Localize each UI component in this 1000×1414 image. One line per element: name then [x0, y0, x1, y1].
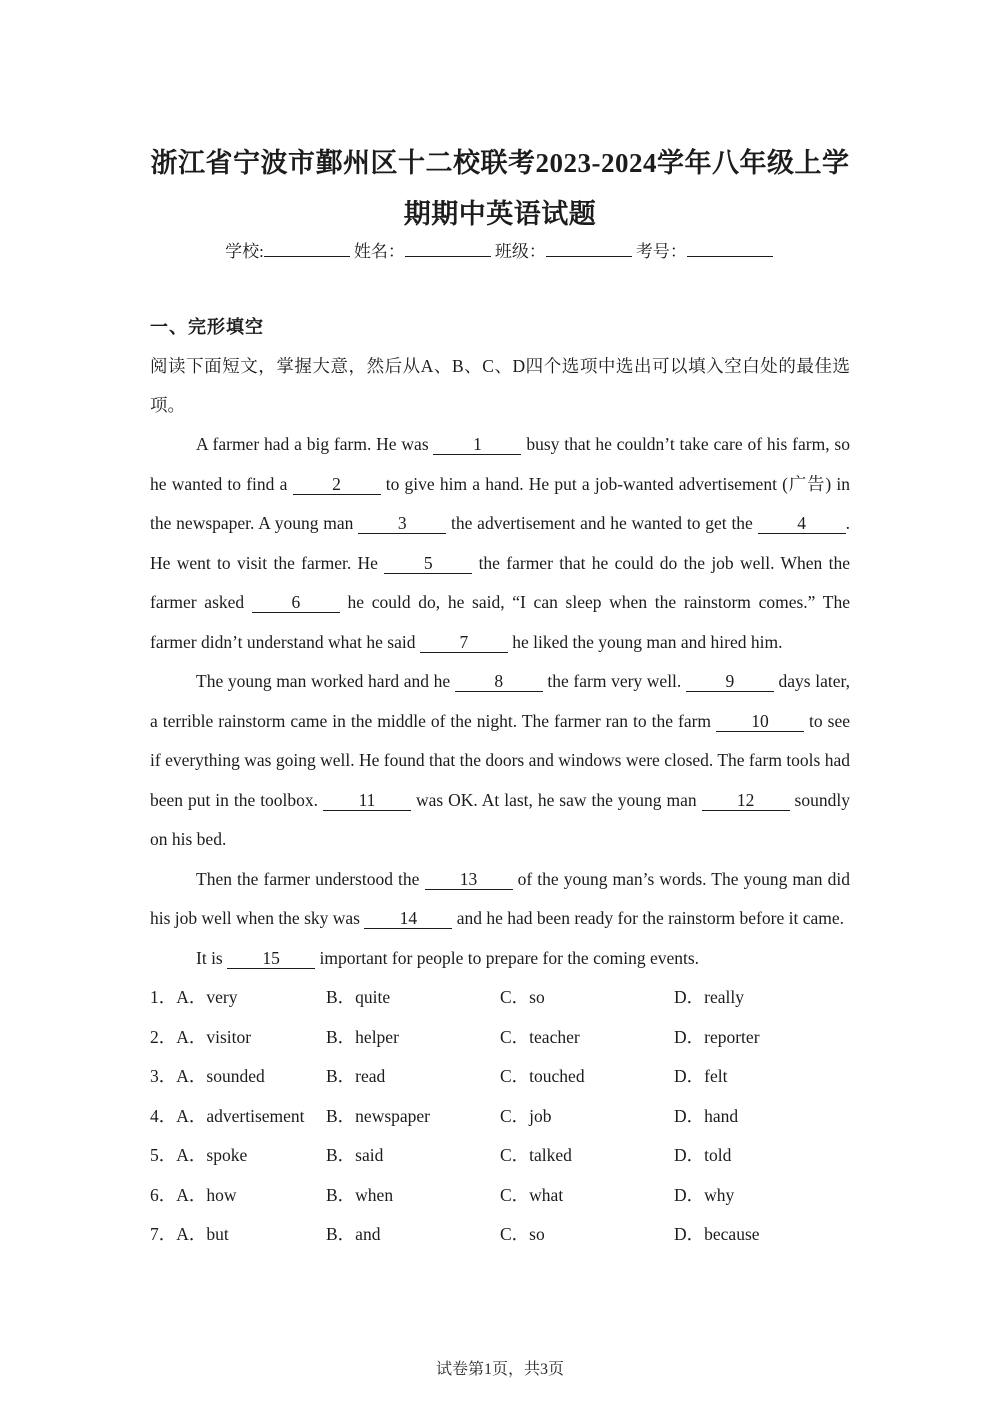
section-instructions: 阅读下面短文，掌握大意，然后从A、B、C、D四个选项中选出可以填入空白处的最佳选项。 [150, 356, 850, 415]
option-row-1 [150, 978, 850, 1018]
option-q3-d: D．felt [674, 1066, 728, 1086]
class-field-blank-line [546, 242, 632, 257]
option-q5-c: C．talked [500, 1145, 572, 1165]
cloze-blank-14: 14 [364, 908, 452, 929]
option-q6-a: 6．A．how [150, 1184, 237, 1205]
page-title-line-1: 浙江省宁波市鄞州区十二校联考2023-2024学年八年级上学 [150, 148, 850, 178]
cloze-blank-6: 6 [252, 592, 340, 613]
option-q2-d: D．reporter [674, 1026, 760, 1047]
option-q7-a: 7．A．but [150, 1224, 229, 1244]
cloze-blank-3: 3 [358, 513, 446, 534]
option-row-6 [150, 1176, 850, 1216]
passage-text: he could do, he said, “I can sleep when the rainstorm comes.” The farmer didn’t understand what he said [150, 592, 850, 652]
cloze-blank-15: 15 [227, 948, 315, 969]
option-q4-d: D．hand [674, 1105, 739, 1126]
cloze-blank-10: 10 [716, 711, 804, 732]
passage-text: of the young man’s words. The young man did his job well when the sky was [150, 868, 850, 928]
class-field-label: 班级： [494, 242, 546, 261]
exam-number-field [636, 236, 775, 268]
passage-text: Then the farmer understood the [196, 868, 425, 889]
option-q6-b: B．when [326, 1184, 394, 1205]
name-field [354, 236, 493, 268]
options-list [150, 978, 850, 1255]
page-title [150, 138, 850, 240]
name-field-label: 姓名： [353, 242, 405, 261]
passage-text: important for people to prepare for the coming events. [315, 947, 700, 968]
option-q6-c: C．what [500, 1184, 564, 1205]
option-q2-b: B．helper [326, 1026, 399, 1047]
passage-text: the farm very well. [542, 671, 686, 691]
option-q7-d: D．because [674, 1224, 760, 1244]
passage-text: days later, a terrible rainstorm came in the middle of the night. The farmer ran to the farm [150, 671, 851, 731]
option-row-4 [150, 1097, 850, 1137]
option-q4-a: 4．A．advertisement [150, 1105, 305, 1126]
exam-number-field-label: 考号： [635, 242, 687, 261]
passage-text: to see if everything was going well. He found that the doors and windows were closed. The farm tools had been put in the toolbox. [150, 710, 850, 810]
option-q3-a: 3．A．sounded [150, 1066, 265, 1086]
class-field [495, 236, 634, 268]
option-q3-b: B．read [326, 1066, 386, 1086]
passage-text: soundly on his bed. [150, 789, 850, 849]
option-q7-b: B．and [326, 1224, 381, 1244]
cloze-passage [150, 425, 850, 978]
school-field-blank-line [264, 242, 350, 257]
cloze-blank-9: 9 [686, 671, 774, 692]
cloze-blank-1: 1 [433, 434, 521, 455]
passage-text: . He went to visit the farmer. He [150, 513, 850, 573]
option-q1-b: B．quite [326, 987, 391, 1007]
passage-text: the advertisement and he wanted to get the [446, 513, 758, 533]
option-row-3 [150, 1057, 850, 1097]
name-field-blank-line [405, 242, 491, 257]
cloze-blank-4: 4 [758, 513, 846, 534]
option-row-2 [150, 1018, 850, 1058]
passage-text: busy that he couldn’t take care of his farm, so he wanted to find a [150, 434, 850, 494]
passage-text: was OK. At last, he saw the young man [411, 789, 702, 810]
passage-paragraph-4 [150, 939, 850, 979]
cloze-blank-12: 12 [702, 790, 790, 811]
option-q4-b: B．newspaper [326, 1105, 431, 1126]
cloze-blank-7: 7 [420, 632, 508, 653]
cloze-blank-13: 13 [425, 869, 513, 890]
option-q6-d: D．why [674, 1184, 735, 1205]
passage-paragraph-1 [150, 425, 850, 662]
school-field-label: 学校: [225, 242, 264, 261]
exam-number-field-blank-line [687, 242, 773, 257]
option-q1-c: C．so [500, 987, 545, 1007]
cloze-blank-11: 11 [323, 790, 411, 811]
passage-text: A farmer had a big farm. He was [196, 434, 434, 454]
cloze-blank-2: 2 [293, 474, 381, 495]
option-q7-c: C．so [500, 1224, 545, 1244]
cloze-blank-8: 8 [455, 671, 543, 692]
option-q2-a: 2．A．visitor [150, 1026, 252, 1047]
passage-text: the farmer that he could do the job well. When the farmer asked [150, 552, 850, 612]
option-q5-d: D．told [674, 1145, 732, 1165]
option-q5-b: B．said [326, 1145, 384, 1165]
passage-text: It is [196, 947, 228, 968]
option-q5-a: 5．A．spoke [150, 1145, 248, 1165]
passage-paragraph-3 [150, 860, 850, 939]
option-q3-c: C．touched [500, 1066, 585, 1086]
passage-text: and he had been ready for the rainstorm before it came. [452, 908, 844, 928]
option-q1-a: 1．A．very [150, 987, 238, 1007]
passage-text: to give him a hand. He put a job-wanted advertisement (广告) in the newspaper. A young man [150, 473, 850, 533]
cloze-blank-5: 5 [384, 553, 472, 574]
option-q4-c: C．job [500, 1105, 552, 1126]
option-row-5 [150, 1136, 850, 1176]
student-info-fields [150, 236, 850, 268]
page-title-line-2: 期期中英语试题 [403, 199, 597, 229]
passage-text: he liked the young man and hired him. [507, 631, 783, 652]
passage-paragraph-2 [150, 662, 850, 860]
option-q1-d: D．really [674, 987, 744, 1007]
section-heading-cloze: 一、完形填空 [150, 317, 264, 337]
option-q2-c: C．teacher [500, 1026, 580, 1047]
school-field [225, 236, 352, 268]
passage-text: The young man worked hard and he [196, 671, 455, 691]
option-row-7 [150, 1215, 850, 1255]
page-footer: 试卷第1页，共3页 [435, 1361, 564, 1378]
